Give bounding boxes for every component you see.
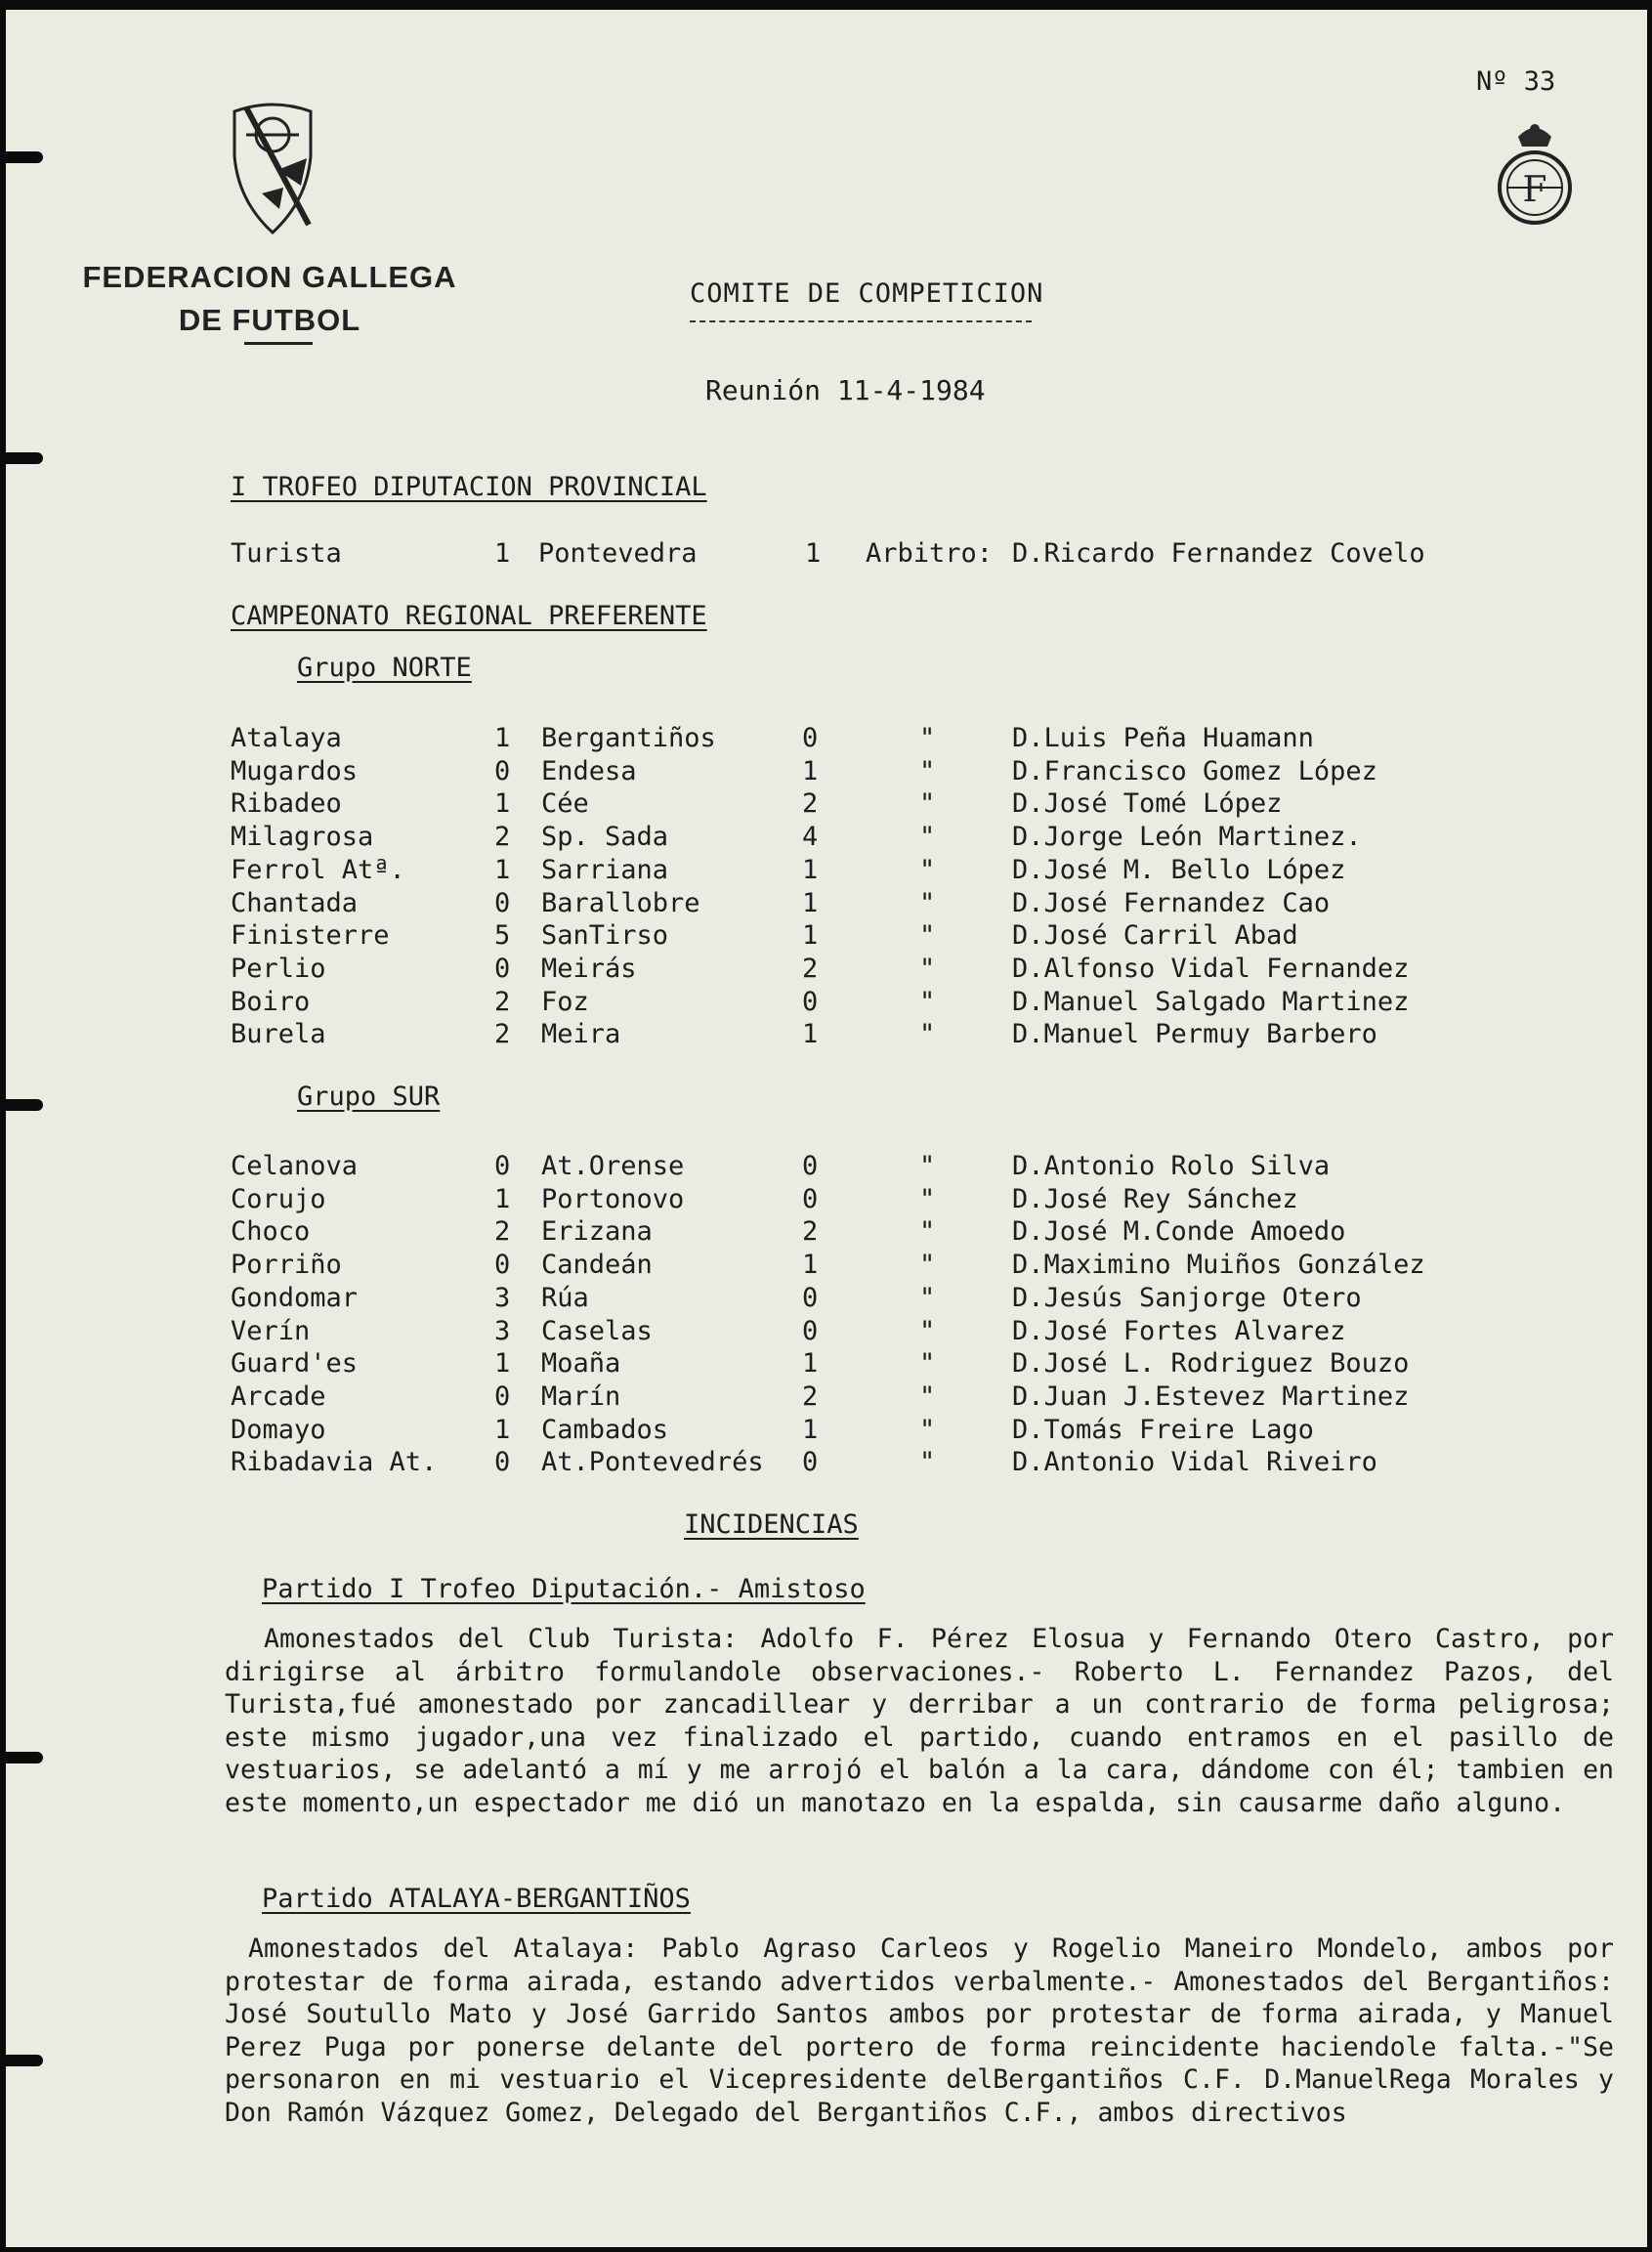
ditto-mark: ": [919, 822, 936, 853]
away-score: 1: [802, 1019, 819, 1050]
referee-name: D.Ricardo Fernandez Covelo: [1012, 538, 1425, 569]
home-team: Milagrosa: [231, 822, 374, 853]
referee-name: D.Tomás Freire Lago: [1012, 1414, 1314, 1445]
referee-name: D.José Fernandez Cao: [1012, 887, 1331, 918]
home-score: 0: [494, 887, 511, 918]
home-team: Atalaya: [231, 723, 342, 753]
incidencia-heading-trofeo: Partido I Trofeo Diputación.- Amistoso: [262, 1574, 866, 1604]
federation-shield-logo: [229, 96, 317, 242]
referee-name: D.Manuel Permuy Barbero: [1012, 1019, 1377, 1050]
home-team: Finisterre: [231, 920, 390, 952]
home-team: Domayo: [231, 1414, 326, 1445]
home-score: 1: [494, 788, 511, 820]
away-score: 0: [802, 1282, 819, 1313]
title-underline: [690, 320, 1032, 322]
away-score: 0: [802, 1183, 819, 1214]
away-team: Bergantiños: [541, 723, 716, 753]
away-team: Moaña: [541, 1348, 621, 1380]
home-score: 0: [494, 1151, 511, 1181]
ditto-mark: ": [919, 1381, 936, 1412]
away-score: 0: [802, 723, 819, 753]
campeonato-title: CAMPEONATO REGIONAL PREFERENTE: [231, 601, 707, 631]
home-team: Boiro: [231, 986, 311, 1017]
away-team: Sp. Sada: [541, 822, 669, 853]
home-team: Celanova: [231, 1151, 359, 1181]
ditto-mark: ": [919, 755, 936, 786]
away-score: 4: [802, 822, 819, 853]
home-team: Burela: [231, 1019, 326, 1050]
away-team: Meira: [541, 1019, 621, 1050]
away-team: Meirás: [541, 953, 637, 984]
referee-name: D.Maximino Muiños González: [1012, 1250, 1425, 1281]
grupo-sur-title: Grupo SUR: [297, 1082, 441, 1112]
referee-name: D.Juan J.Estevez Martinez: [1012, 1381, 1410, 1412]
home-score: 2: [494, 1216, 511, 1248]
home-team: Mugardos: [231, 755, 359, 786]
home-score: 1: [494, 1414, 511, 1445]
referee-name: D.Francisco Gomez López: [1012, 755, 1377, 786]
referee-name: D.Manuel Salgado Martinez: [1012, 986, 1410, 1017]
home-score: 5: [494, 920, 511, 952]
away-score: 2: [802, 1216, 819, 1248]
away-score: 1: [802, 1250, 819, 1281]
rfef-crest-logo: [1491, 117, 1579, 239]
away-team: Barallobre: [541, 887, 700, 918]
away-score: 1: [802, 920, 819, 952]
away-team: Sarriana: [541, 854, 669, 885]
away-score: 0: [802, 1315, 819, 1346]
svg-text:F: F: [1522, 170, 1547, 210]
ditto-mark: ": [919, 1183, 936, 1214]
referee-name: D.Jesús Sanjorge Otero: [1012, 1282, 1362, 1313]
punch-hole: [6, 1752, 43, 1763]
ditto-mark: ": [919, 986, 936, 1017]
away-score: 2: [802, 953, 819, 984]
home-score: 2: [494, 822, 511, 853]
away-team: Cambados: [541, 1414, 669, 1445]
home-score: 0: [494, 755, 511, 786]
referee-name: D.José Fortes Alvarez: [1012, 1315, 1346, 1346]
away-score: 1: [802, 887, 819, 918]
ditto-mark: ": [919, 854, 936, 885]
away-team: Caselas: [541, 1315, 653, 1346]
incidencia-text-trofeo: Amonestados del Club Turista: Adolfo F. Pérez Elosua y Fernando Otero Castro, por dirigirse al árbitro formulandole observaciones.- Roberto L. Fernandez Pazos, del Turista,fué amonestado por zancadillear y derribar a un contrario de forma peligrosa; este mismo jugador,una vez finalizado el partido, cuando entramos en el pasillo de vestuarios, se adelantó a mí y me arrojó el balón a la cara, dándome con él; tambien en este momento,un espectador me dió un manotazo en la espalda, sin causarme daño alguno.: [225, 1624, 1614, 1818]
away-team: Pontevedra: [538, 538, 698, 569]
home-team: Gondomar: [231, 1282, 359, 1313]
ditto-mark: ": [919, 953, 936, 984]
home-team: Porriño: [231, 1250, 342, 1281]
home-score: 0: [494, 953, 511, 984]
ditto-mark: ": [919, 723, 936, 753]
referee-name: D.José L. Rodriguez Bouzo: [1012, 1348, 1410, 1380]
grupo-norte-title: Grupo NORTE: [297, 653, 472, 683]
federation-name: FEDERACION GALLEGA DE FUTBOL: [82, 260, 457, 337]
referee-name: D.Antonio Rolo Silva: [1012, 1151, 1331, 1181]
referee-name: D.José M. Bello López: [1012, 854, 1346, 885]
document-page: [6, 10, 1647, 2247]
document-number: Nº 33: [1476, 66, 1556, 97]
home-team: Verín: [231, 1315, 311, 1346]
referee-name: D.José M.Conde Amoedo: [1012, 1216, 1346, 1248]
ditto-mark: ": [919, 1019, 936, 1050]
home-score: 0: [494, 1250, 511, 1281]
home-team: Perlio: [231, 953, 326, 984]
home-score: 0: [494, 1447, 511, 1478]
referee-label: Arbitro:: [866, 538, 994, 569]
home-score: 1: [494, 538, 511, 569]
home-score: 1: [494, 1348, 511, 1380]
home-score: 2: [494, 986, 511, 1017]
ditto-mark: ": [919, 1348, 936, 1380]
away-team: Marín: [541, 1381, 621, 1412]
away-team: At.Orense: [541, 1151, 685, 1181]
away-team: Foz: [541, 986, 589, 1017]
home-team: Ribadavia At.: [231, 1447, 438, 1478]
away-team: Endesa: [541, 755, 637, 786]
away-team: Rúa: [541, 1282, 589, 1313]
away-score: 1: [802, 854, 819, 885]
incidencia-text-atalaya: Amonestados del Atalaya: Pablo Agraso Carleos y Rogelio Maneiro Mondelo, ambos por protestar de forma airada, estando advertidos verbalmente.- Amonestados del Bergantiños: José Soutullo Mato y José Garrido Santos ambos por protestar de forma airada, y Manuel Perez Puga por ponerse delante del portero de forma reincidente haciendole falta.-"Se personaron en mi vestuario el Vicepresidente delBergantiños C.F. D.ManuelRega Morales y Don Ramón Vázquez Gomez, Delegado del Bergantiños C.F., ambos directivos: [225, 1933, 1614, 2128]
ditto-mark: ": [919, 1414, 936, 1445]
ditto-mark: ": [919, 920, 936, 952]
away-team: Portonovo: [541, 1183, 685, 1214]
referee-name: D.Antonio Vidal Riveiro: [1012, 1447, 1377, 1478]
home-score: 1: [494, 854, 511, 885]
divider: [244, 342, 313, 345]
ditto-mark: ": [919, 1315, 936, 1346]
ditto-mark: ": [919, 1216, 936, 1248]
committee-title: COMITE DE COMPETICION: [690, 278, 1044, 309]
away-team: Erizana: [541, 1216, 653, 1248]
away-score: 0: [802, 1151, 819, 1181]
incidencia-heading-atalaya: Partido ATALAYA-BERGANTIÑOS: [262, 1884, 691, 1914]
punch-hole: [6, 2055, 43, 2066]
home-team: Turista: [231, 538, 342, 569]
referee-name: D.Alfonso Vidal Fernandez: [1012, 953, 1410, 984]
home-team: Choco: [231, 1216, 311, 1248]
ditto-mark: ": [919, 1151, 936, 1181]
referee-name: D.José Carril Abad: [1012, 920, 1298, 952]
away-score: 0: [802, 986, 819, 1017]
home-score: 0: [494, 1381, 511, 1412]
away-team: At.Pontevedrés: [541, 1447, 764, 1478]
referee-name: D.Luis Peña Huamann: [1012, 723, 1314, 753]
home-score: 3: [494, 1282, 511, 1313]
referee-name: D.Jorge León Martinez.: [1012, 822, 1362, 853]
punch-hole: [6, 452, 43, 464]
away-score: 1: [802, 1348, 819, 1380]
away-team: SanTirso: [541, 920, 669, 952]
away-score: 0: [802, 1447, 819, 1478]
ditto-mark: ": [919, 1447, 936, 1478]
ditto-mark: ": [919, 1282, 936, 1313]
trofeo-title: I TROFEO DIPUTACION PROVINCIAL: [231, 472, 707, 502]
away-score: 1: [805, 538, 822, 569]
meeting-date: Reunión 11-4-1984: [705, 374, 986, 406]
home-team: Corujo: [231, 1183, 326, 1214]
home-score: 1: [494, 723, 511, 753]
home-score: 3: [494, 1315, 511, 1346]
ditto-mark: ": [919, 1250, 936, 1281]
referee-name: D.José Tomé López: [1012, 788, 1283, 820]
ditto-mark: ": [919, 887, 936, 918]
home-score: 1: [494, 1183, 511, 1214]
punch-hole: [6, 151, 43, 163]
home-team: Ferrol Atª.: [231, 854, 405, 885]
home-team: Arcade: [231, 1381, 326, 1412]
ditto-mark: ": [919, 788, 936, 820]
home-team: Guard'es: [231, 1348, 359, 1380]
away-score: 1: [802, 755, 819, 786]
home-team: Chantada: [231, 887, 359, 918]
incidencias-title: INCIDENCIAS: [684, 1509, 859, 1540]
away-team: Candeán: [541, 1250, 653, 1281]
home-team: Ribadeo: [231, 788, 342, 820]
home-score: 2: [494, 1019, 511, 1050]
punch-hole: [6, 1099, 43, 1111]
away-score: 2: [802, 1381, 819, 1412]
away-team: Cée: [541, 788, 589, 820]
away-score: 1: [802, 1414, 819, 1445]
away-score: 2: [802, 788, 819, 820]
referee-name: D.José Rey Sánchez: [1012, 1183, 1298, 1214]
